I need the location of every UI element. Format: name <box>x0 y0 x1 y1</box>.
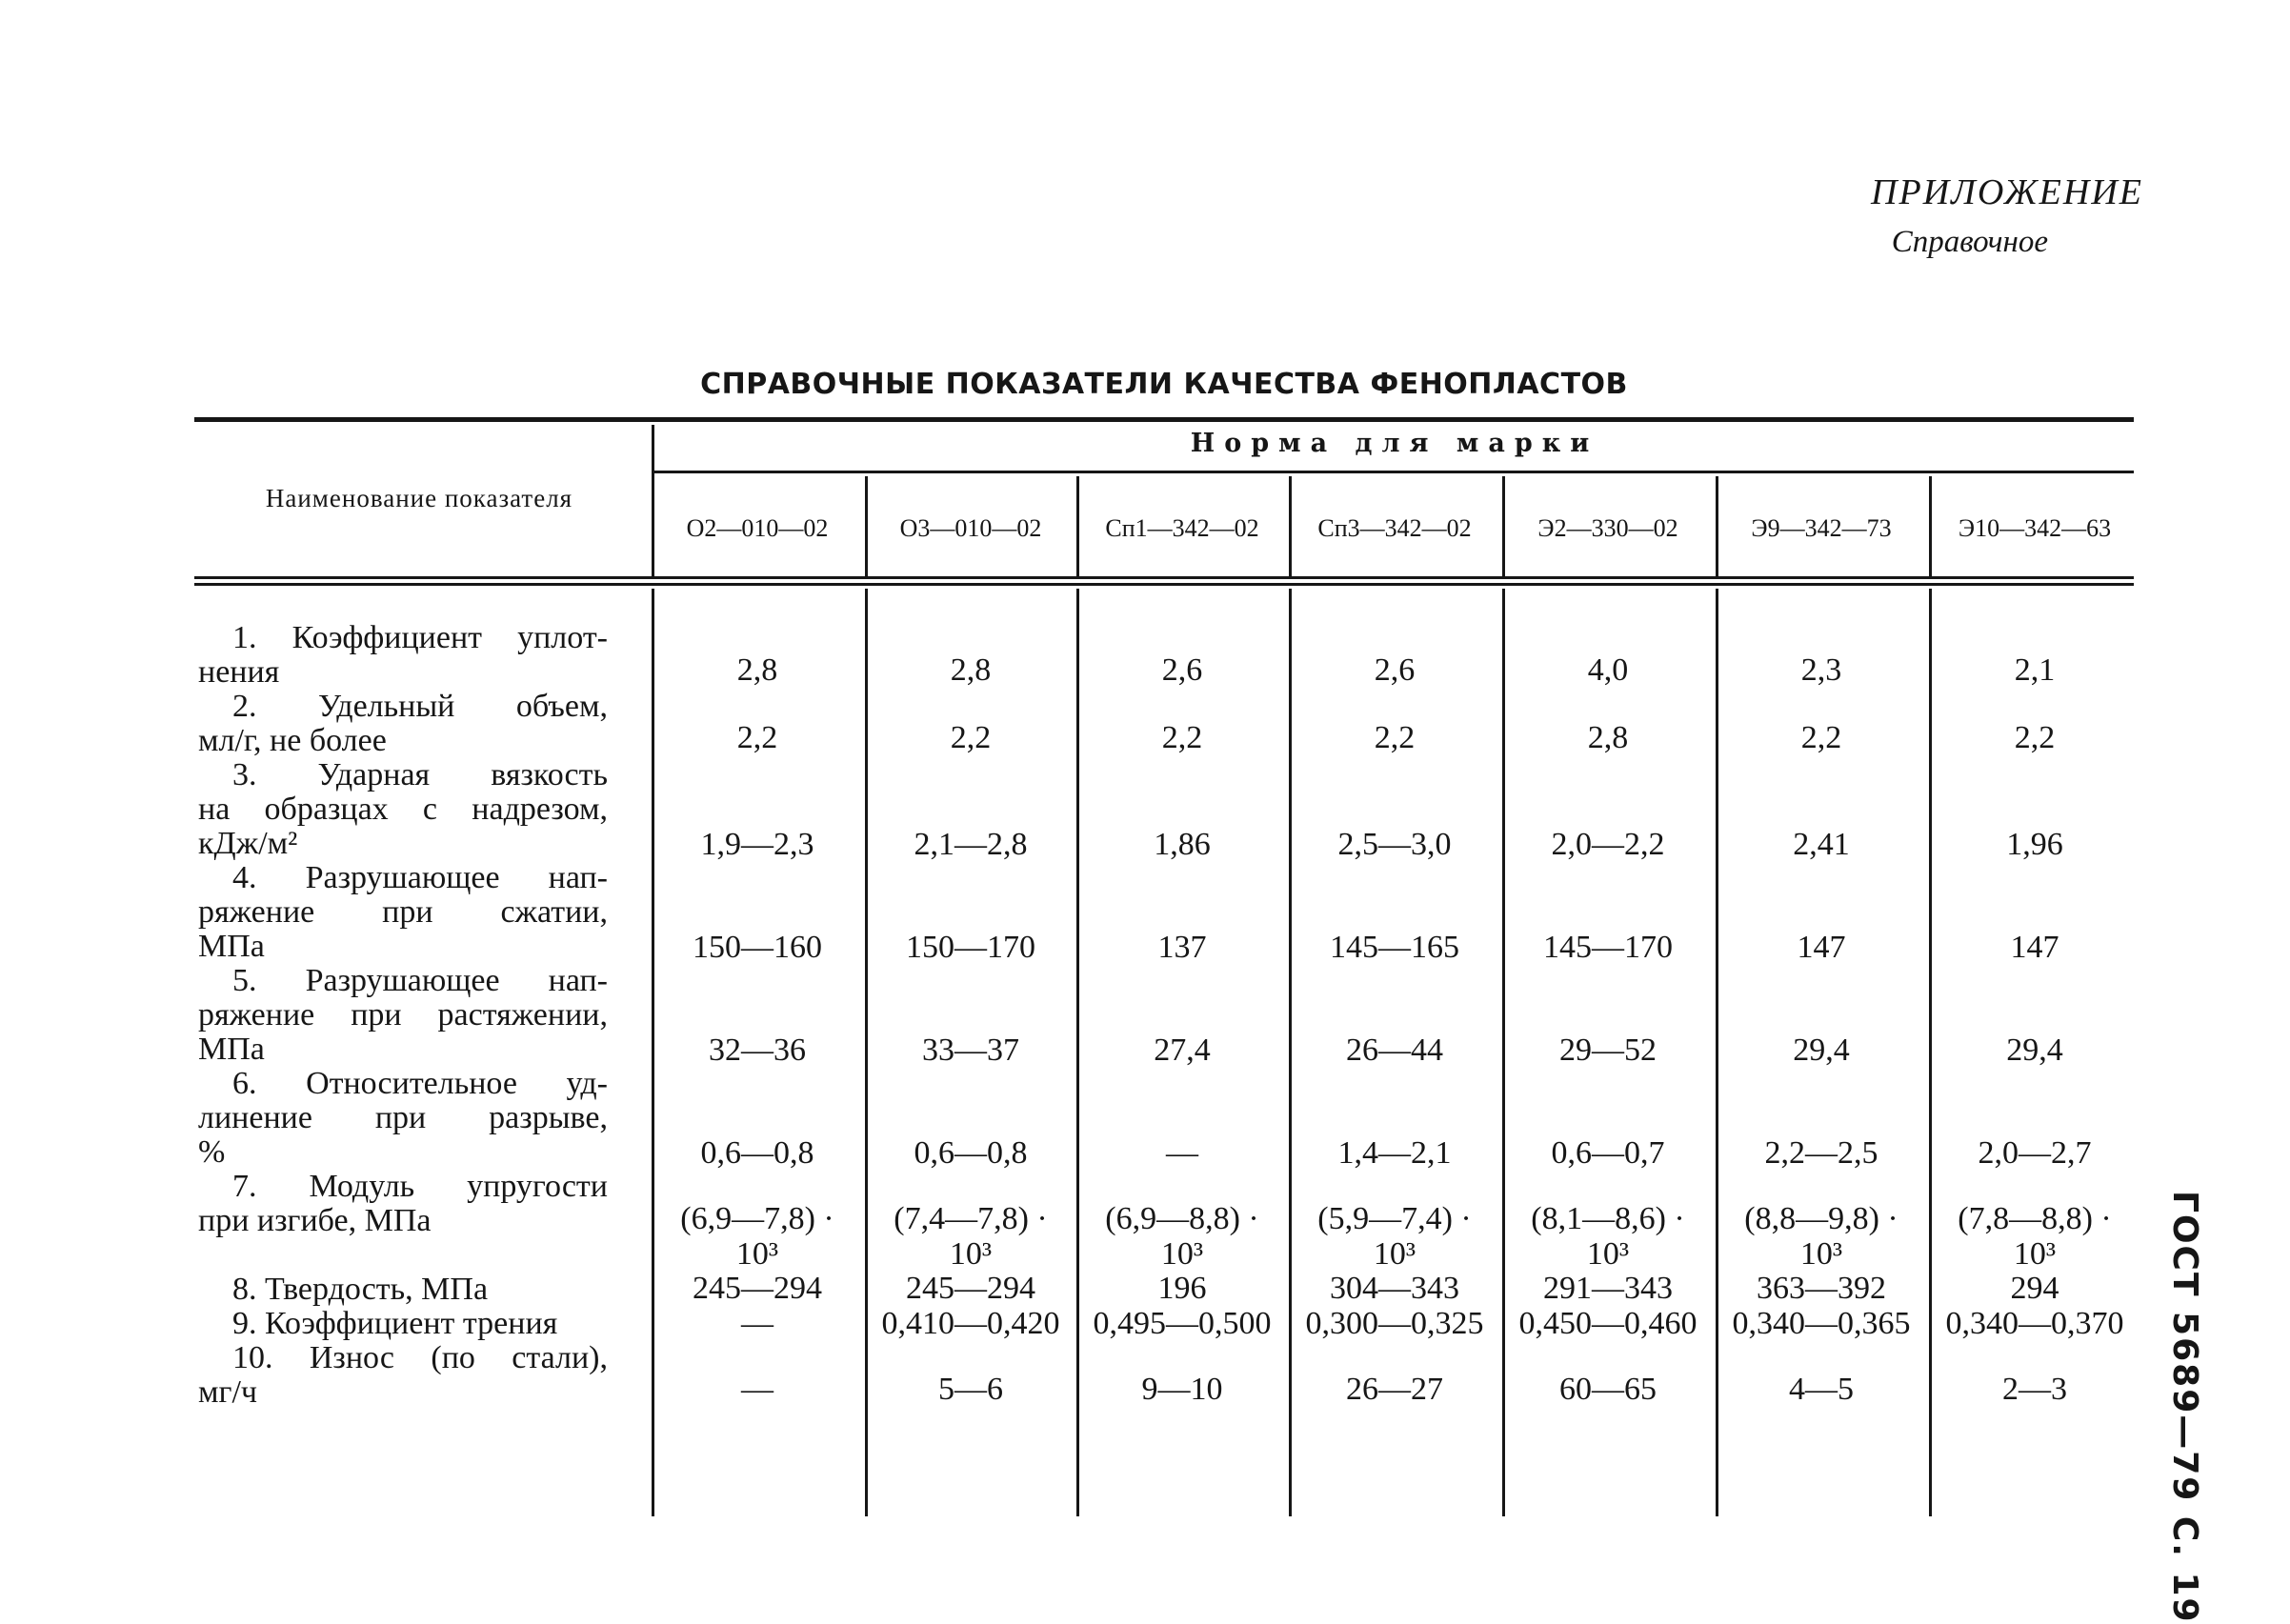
grade-header: О2—010—02 <box>686 514 829 542</box>
table-cell-value: — <box>741 1372 773 1407</box>
table-cell-value: — <box>1166 1135 1198 1171</box>
indicator-name-line: 1. Коэффициент уплот- <box>232 620 608 655</box>
indicator-name-line: ряжение при растяжении, <box>198 997 608 1033</box>
table-cell-value-multiplier: 10³ <box>1160 1236 1204 1272</box>
table-cell-value: 4—5 <box>1789 1372 1854 1407</box>
indicator-name-line: кДж/м² <box>198 826 298 861</box>
table-cell-value-multiplier: 10³ <box>1373 1236 1416 1272</box>
indicator-name-line: % <box>198 1134 226 1170</box>
indicator-name <box>198 861 608 964</box>
indicator-name-line: 5. Разрушающее нап- <box>232 963 608 998</box>
table-cell-value: 1,4—2,1 <box>1337 1135 1452 1171</box>
column-divider <box>1289 476 1292 577</box>
indicator-name <box>198 1341 608 1410</box>
table-cell-value: 0,450—0,460 <box>1518 1306 1697 1341</box>
table-cell-value: (7,4—7,8) · <box>894 1201 1048 1236</box>
column-divider <box>652 425 654 577</box>
indicator-name <box>198 1067 608 1170</box>
table-cell-value: 1,96 <box>2006 827 2063 862</box>
table-cell-value: 2,2—2,5 <box>1764 1135 1878 1171</box>
grade-header: Э10—342—63 <box>1958 514 2112 542</box>
indicator-name-line: 4. Разрушающее нап- <box>232 860 608 895</box>
column-divider <box>1716 476 1718 577</box>
table-cell-value: 1,86 <box>1154 827 1211 862</box>
appendix-subtitle: Справочное <box>1891 225 2048 259</box>
norm-group-header: Норма для марки <box>1190 429 1599 458</box>
table-cell-value: 2,6 <box>1374 652 1416 688</box>
table-cell-value: 2,2 <box>2014 720 2056 755</box>
table-cell-value: 304—343 <box>1330 1271 1459 1306</box>
table-cell-value: 0,6—0,8 <box>700 1135 814 1171</box>
grade-header: Э9—342—73 <box>1751 514 1892 542</box>
indicator-name-line: мл/г, не более <box>198 723 387 758</box>
table-cell-value: 145—170 <box>1543 930 1673 965</box>
grade-header: О3—010—02 <box>899 514 1042 542</box>
table-cell-value: 0,340—0,370 <box>1945 1306 2124 1341</box>
table-cell-value: 2,1 <box>2014 652 2056 688</box>
table-cell-value-multiplier: 10³ <box>1799 1236 1843 1272</box>
indicator-name <box>198 964 608 1067</box>
table-cell-value: 0,410—0,420 <box>881 1306 1060 1341</box>
table-cell-value: 26—27 <box>1346 1372 1443 1407</box>
table-cell-value: (8,1—8,6) · <box>1531 1201 1685 1236</box>
column-divider <box>865 476 868 577</box>
table-cell-value: 291—343 <box>1543 1271 1673 1306</box>
column-divider <box>1502 476 1505 577</box>
table-cell-value-multiplier: 10³ <box>2013 1236 2057 1272</box>
table-cell-value-multiplier: 10³ <box>949 1236 993 1272</box>
table-cell-value: — <box>741 1306 773 1341</box>
table-cell-value: 294 <box>2010 1271 2059 1306</box>
table-cell-value: 2,2 <box>950 720 992 755</box>
indicator-name <box>198 1273 608 1307</box>
indicator-name-line: мг/ч <box>198 1374 258 1410</box>
table-cell-value: 245—294 <box>906 1271 1035 1306</box>
table-cell-value: (6,9—8,8) · <box>1105 1201 1259 1236</box>
indicator-name <box>198 621 608 690</box>
indicator-name-line: 2. Удельный объем, <box>232 689 608 724</box>
table-cell-value: 137 <box>1157 930 1207 965</box>
grade-header: Э2—330—02 <box>1537 514 1678 542</box>
indicator-column-header: Наименование показателя <box>265 484 573 512</box>
indicator-name <box>198 758 608 861</box>
table-cell-value: 0,340—0,365 <box>1732 1306 1911 1341</box>
table-cell-value-multiplier: 10³ <box>735 1236 779 1272</box>
table-cell-value: 0,6—0,8 <box>914 1135 1028 1171</box>
page-side-label: ГОСТ 5689—79 С. 19 <box>2165 1191 2204 1624</box>
indicator-name <box>198 1170 608 1238</box>
indicator-name-line: 6. Относительное уд- <box>232 1066 608 1101</box>
indicator-name-line: ряжение при сжатии, <box>198 894 608 930</box>
grade-header: Сп3—342—02 <box>1317 514 1472 542</box>
indicator-name <box>198 690 608 758</box>
table-cell-value: 5—6 <box>938 1372 1003 1407</box>
table-top-rule <box>194 417 2134 422</box>
table-cell-value: 2,8 <box>950 652 992 688</box>
table-cell-value: 2,8 <box>1587 720 1629 755</box>
table-cell-value: 27,4 <box>1154 1033 1211 1068</box>
table-cell-value: 2,5—3,0 <box>1337 827 1452 862</box>
table-cell-value: 33—37 <box>922 1033 1019 1068</box>
table-cell-value: 9—10 <box>1141 1372 1223 1407</box>
indicator-name-line: 7. Модуль упругости <box>232 1169 608 1204</box>
table-cell-value: 2,2 <box>736 720 778 755</box>
norm-group-rule <box>653 471 2134 473</box>
indicator-name-line: 8. Твердость, МПа <box>232 1272 489 1307</box>
table-cell-value: 2,8 <box>736 652 778 688</box>
table-cell-value: 196 <box>1157 1271 1207 1306</box>
indicator-name-line: линение при разрыве, <box>198 1100 608 1135</box>
table-cell-value: 26—44 <box>1346 1033 1443 1068</box>
table-cell-value: 363—392 <box>1757 1271 1886 1306</box>
header-rule-1 <box>194 576 2134 579</box>
table-cell-value: 2,3 <box>1800 652 1842 688</box>
table-cell-value: (5,9—7,4) · <box>1317 1201 1472 1236</box>
table-cell-value: 29,4 <box>1793 1033 1850 1068</box>
indicator-name <box>198 1307 608 1341</box>
indicator-name-line: при изгибе, МПа <box>198 1203 432 1238</box>
indicator-name-line: на образцах с надрезом, <box>198 792 608 827</box>
column-divider <box>1076 476 1079 577</box>
table-cell-value: 2,2 <box>1374 720 1416 755</box>
indicator-name-line: МПа <box>198 929 265 964</box>
table-cell-value: 29,4 <box>2006 1033 2063 1068</box>
column-divider <box>1929 476 1932 577</box>
table-cell-value: 2,2 <box>1800 720 1842 755</box>
table-cell-value: (6,9—7,8) · <box>680 1201 834 1236</box>
table-cell-value: 0,6—0,7 <box>1551 1135 1665 1171</box>
table-cell-value: 29—52 <box>1559 1033 1657 1068</box>
table-cell-value: 1,9—2,3 <box>700 827 814 862</box>
table-cell-value: 0,495—0,500 <box>1093 1306 1272 1341</box>
table-cell-value: 0,300—0,325 <box>1305 1306 1484 1341</box>
table-cell-value: 2,0—2,7 <box>1978 1135 2092 1171</box>
indicator-name-line: нения <box>198 654 280 690</box>
indicator-name-line: 9. Коэффициент трения <box>232 1306 558 1341</box>
table-cell-value: 4,0 <box>1587 652 1629 688</box>
table-cell-value: 147 <box>2010 930 2059 965</box>
table-cell-value: 32—36 <box>709 1033 806 1068</box>
indicator-name-line: МПа <box>198 1032 265 1067</box>
table-cell-value: 150—160 <box>693 930 822 965</box>
table-cell-value: 150—170 <box>906 930 1035 965</box>
indicator-name-line: 10. Износ (по стали), <box>232 1340 608 1375</box>
table-cell-value: 2—3 <box>2002 1372 2067 1407</box>
appendix-title: ПРИЛОЖЕНИЕ <box>1871 172 2143 212</box>
table-cell-value: 245—294 <box>693 1271 822 1306</box>
table-cell-value: 2,41 <box>1793 827 1850 862</box>
table-cell-value: (7,8—8,8) · <box>1958 1201 2112 1236</box>
table-cell-value: 60—65 <box>1559 1372 1657 1407</box>
indicator-name-line: 3. Ударная вязкость <box>232 757 608 792</box>
table-cell-value: 145—165 <box>1330 930 1459 965</box>
table-cell-value: 2,1—2,8 <box>914 827 1028 862</box>
table-cell-value: 2,6 <box>1161 652 1203 688</box>
table-cell-value: 2,0—2,2 <box>1551 827 1665 862</box>
table-cell-value: (8,8—9,8) · <box>1744 1201 1898 1236</box>
table-cell-value-multiplier: 10³ <box>1586 1236 1630 1272</box>
grade-header: Сп1—342—02 <box>1105 514 1259 542</box>
table-cell-value: 147 <box>1797 930 1846 965</box>
header-rule-2 <box>194 583 2134 586</box>
table-title: СПРАВОЧНЫЕ ПОКАЗАТЕЛИ КАЧЕСТВА ФЕНОПЛАСТОВ <box>700 368 1628 401</box>
table-cell-value: 2,2 <box>1161 720 1203 755</box>
